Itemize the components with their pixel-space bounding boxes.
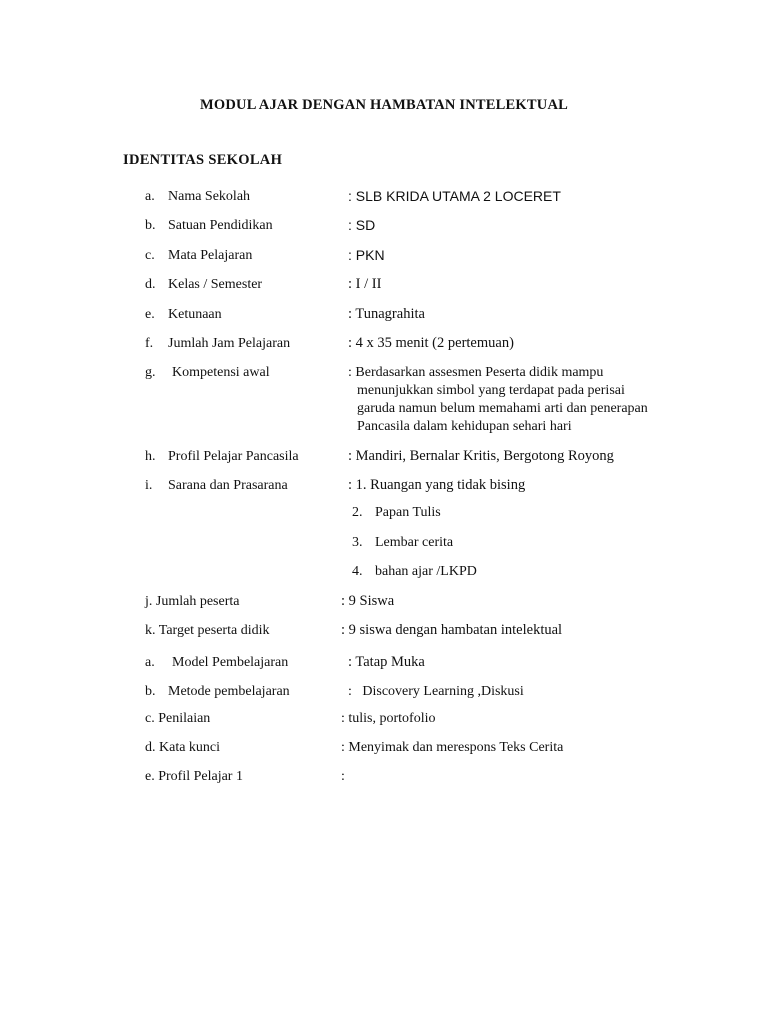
identity-value: : I / II bbox=[348, 276, 382, 292]
identity-label: Kompetensi awal bbox=[172, 365, 270, 380]
facility-number: 3. bbox=[352, 535, 363, 550]
facility-text: bahan ajar /LKPD bbox=[375, 564, 477, 579]
identity-value: : Mandiri, Bernalar Kritis, Bergotong Royong bbox=[348, 448, 614, 464]
competence-line: : Berdasarkan assesmen Peserta didik mampu bbox=[348, 365, 604, 380]
facility-number: 2. bbox=[352, 505, 363, 520]
learning-value: : Discovery Learning ,Diskusi bbox=[348, 684, 524, 699]
identity-label: Ketunaan bbox=[168, 307, 222, 322]
facility-number: 4. bbox=[352, 564, 363, 579]
participants-value: : 9 siswa dengan hambatan intelektual bbox=[341, 622, 563, 638]
learning-label: Model Pembelajaran bbox=[172, 655, 289, 670]
identity-label: Nama Sekolah bbox=[168, 189, 251, 204]
competence-line: menunjukkan simbol yang terdapat pada perisai bbox=[357, 383, 625, 398]
identity-marker: h. bbox=[145, 449, 156, 464]
identity-marker: d. bbox=[145, 277, 156, 292]
identity-label: Jumlah Jam Pelajaran bbox=[168, 336, 291, 351]
assessment-label: e. Profil Pelajar 1 bbox=[145, 769, 243, 784]
identity-value: : Tunagrahita bbox=[348, 306, 425, 322]
facility-text: Papan Tulis bbox=[375, 505, 441, 520]
learning-value: : Tatap Muka bbox=[348, 654, 425, 670]
identity-label: Kelas / Semester bbox=[168, 277, 263, 292]
facility-text: Lembar cerita bbox=[375, 535, 454, 550]
assessment-label: d. Kata kunci bbox=[145, 740, 221, 755]
identity-value: : SD bbox=[348, 217, 376, 233]
learning-marker: a. bbox=[145, 655, 155, 670]
identity-marker: c. bbox=[145, 248, 155, 263]
document-title: MODUL AJAR DENGAN HAMBATAN INTELEKTUAL bbox=[200, 97, 568, 113]
identity-value: : PKN bbox=[348, 247, 385, 263]
section-heading: IDENTITAS SEKOLAH bbox=[123, 152, 283, 168]
participants-label: j. Jumlah peserta bbox=[145, 594, 240, 609]
assessment-value: : bbox=[341, 769, 345, 784]
identity-value-multiline bbox=[348, 364, 648, 436]
identity-marker: f. bbox=[145, 336, 154, 351]
identity-value: : 4 x 35 menit (2 pertemuan) bbox=[348, 335, 514, 351]
identity-label: Mata Pelajaran bbox=[168, 248, 253, 263]
identity-marker: a. bbox=[145, 189, 155, 204]
identity-value: : 1. Ruangan yang tidak bising bbox=[348, 477, 526, 493]
assessment-value: : Menyimak dan merespons Teks Cerita bbox=[341, 740, 564, 755]
identity-marker: i. bbox=[145, 478, 153, 493]
identity-value: : SLB KRIDA UTAMA 2 LOCERET bbox=[348, 188, 561, 204]
identity-label: Sarana dan Prasarana bbox=[168, 478, 288, 493]
competence-line: Pancasila dalam kehidupan sehari hari bbox=[357, 419, 572, 434]
identity-marker: b. bbox=[145, 218, 156, 233]
competence-line: garuda namun belum memahami arti dan penerapan bbox=[357, 401, 648, 416]
learning-label: Metode pembelajaran bbox=[168, 684, 290, 699]
participants-value: : 9 Siswa bbox=[341, 593, 395, 609]
assessment-value: : tulis, portofolio bbox=[341, 711, 436, 726]
participants-label: k. Target peserta didik bbox=[145, 623, 270, 638]
identity-label: Satuan Pendidikan bbox=[168, 218, 273, 233]
identity-marker: e. bbox=[145, 307, 155, 322]
identity-marker: g. bbox=[145, 365, 156, 380]
identity-label: Profil Pelajar Pancasila bbox=[168, 449, 299, 464]
learning-marker: b. bbox=[145, 684, 156, 699]
assessment-label: c. Penilaian bbox=[145, 711, 211, 726]
